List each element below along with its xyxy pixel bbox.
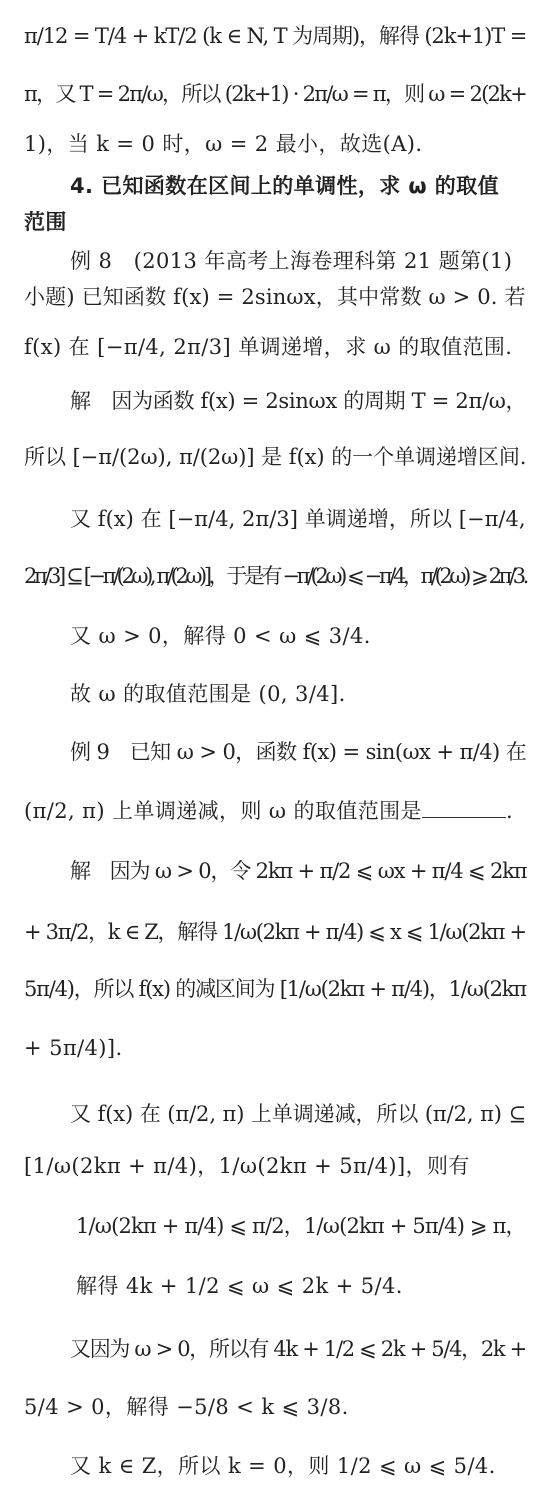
- example-8-line-3: f(x) 在 [−π/4, 2π/3] 单调递增，求 ω 的取值范围.: [24, 335, 513, 359]
- solution-9-line-7: 又因为 ω > 0，所以有 4k + 1/2 ⩽ 2k + 5/4，2k +: [70, 1337, 526, 1361]
- blank-suffix: .: [505, 799, 514, 823]
- solution-8-line-2: 所以 [−π/(2ω), π/(2ω)] 是 f(x) 的一个单调递增区间.: [24, 445, 527, 469]
- section-heading-4: 4. 已知函数在区间上的单调性，求 ω 的取值: [70, 174, 499, 198]
- solution-8-conclusion: 故 ω 的取值范围是 (0, 3/4].: [70, 682, 346, 706]
- text-line-2: π，又 T = 2π/ω，所以 (2k+1) · 2π/ω = π，则 ω = 2(2k+: [24, 82, 527, 106]
- solution-9-line-8: 5/4 > 0，解得 −5/8 < k ⩽ 3/8.: [24, 1395, 349, 1419]
- example-8-heading: 例 8 (2013 年高考上海卷理科第 21 题第(1): [70, 249, 513, 273]
- solution-9-line-5: 又 f(x) 在 (π/2, π) 上单调递减，所以 (π/2, π) ⊆: [70, 1102, 527, 1126]
- solution-8-line-4: 2π/3] ⊆ [−π/(2ω), π/(2ω)]，于是有 −π/(2ω) ⩽ −π/4，π/(2ω) ⩾ 2π/3.: [24, 564, 526, 588]
- example-9-heading: 例 9 已知 ω > 0，函数 f(x) = sin(ωx + π/4) 在: [70, 740, 527, 764]
- solution-9-line-2: + 3π/2，k ∈ Z，解得 1/ω(2kπ + π/4) ⩽ x ⩽ 1/ω(2kπ +: [24, 920, 526, 944]
- example-9-text: (π/2, π) 上单调递减，则 ω 的取值范围是: [24, 799, 422, 823]
- solution-9-inequality: 1/ω(2kπ + π/4) ⩽ π/2，1/ω(2kπ + 5π/4) ⩾ π，: [76, 1214, 526, 1238]
- solution-9-final: 又 k ∈ Z，所以 k = 0，则 1/2 ⩽ ω ⩽ 5/4.: [70, 1454, 496, 1478]
- example-9-line-2: [24, 797, 520, 825]
- solution-9-line-6: [1/ω(2kπ + π/4)，1/ω(2kπ + 5π/4)]，则有: [24, 1154, 470, 1178]
- solution-9-line-1: 解 因为 ω > 0，令 2kπ + π/2 ⩽ ωx + π/4 ⩽ 2kπ: [70, 859, 527, 883]
- solution-8-line-5: 又 ω > 0，解得 0 < ω ⩽ 3/4.: [70, 624, 371, 648]
- example-8-line-2: 小题) 已知函数 f(x) = 2sinωx，其中常数 ω > 0. 若: [24, 285, 526, 309]
- solution-9-result: 解得 4k + 1/2 ⩽ ω ⩽ 2k + 5/4.: [76, 1274, 403, 1298]
- section-heading-4-cont: 范围: [24, 210, 67, 234]
- answer-blank: [422, 799, 506, 818]
- text-line-1: π/12 = T/4 + kT/2 (k ∈ N, T 为周期)，解得 (2k+1)T =: [24, 24, 527, 48]
- solution-8-line-1: 解 因为函数 f(x) = 2sinωx 的周期 T = 2π/ω，: [70, 389, 527, 413]
- text-line-3: 1)，当 k = 0 时，ω = 2 最小，故选(A).: [24, 132, 423, 156]
- solution-8-line-3: 又 f(x) 在 [−π/4, 2π/3] 单调递增，所以 [−π/4,: [70, 507, 526, 531]
- solution-9-line-4: + 5π/4)].: [24, 1036, 123, 1060]
- solution-9-line-3: 5π/4)，所以 f(x) 的减区间为 [1/ω(2kπ + π/4)，1/ω(2kπ: [24, 977, 526, 1001]
